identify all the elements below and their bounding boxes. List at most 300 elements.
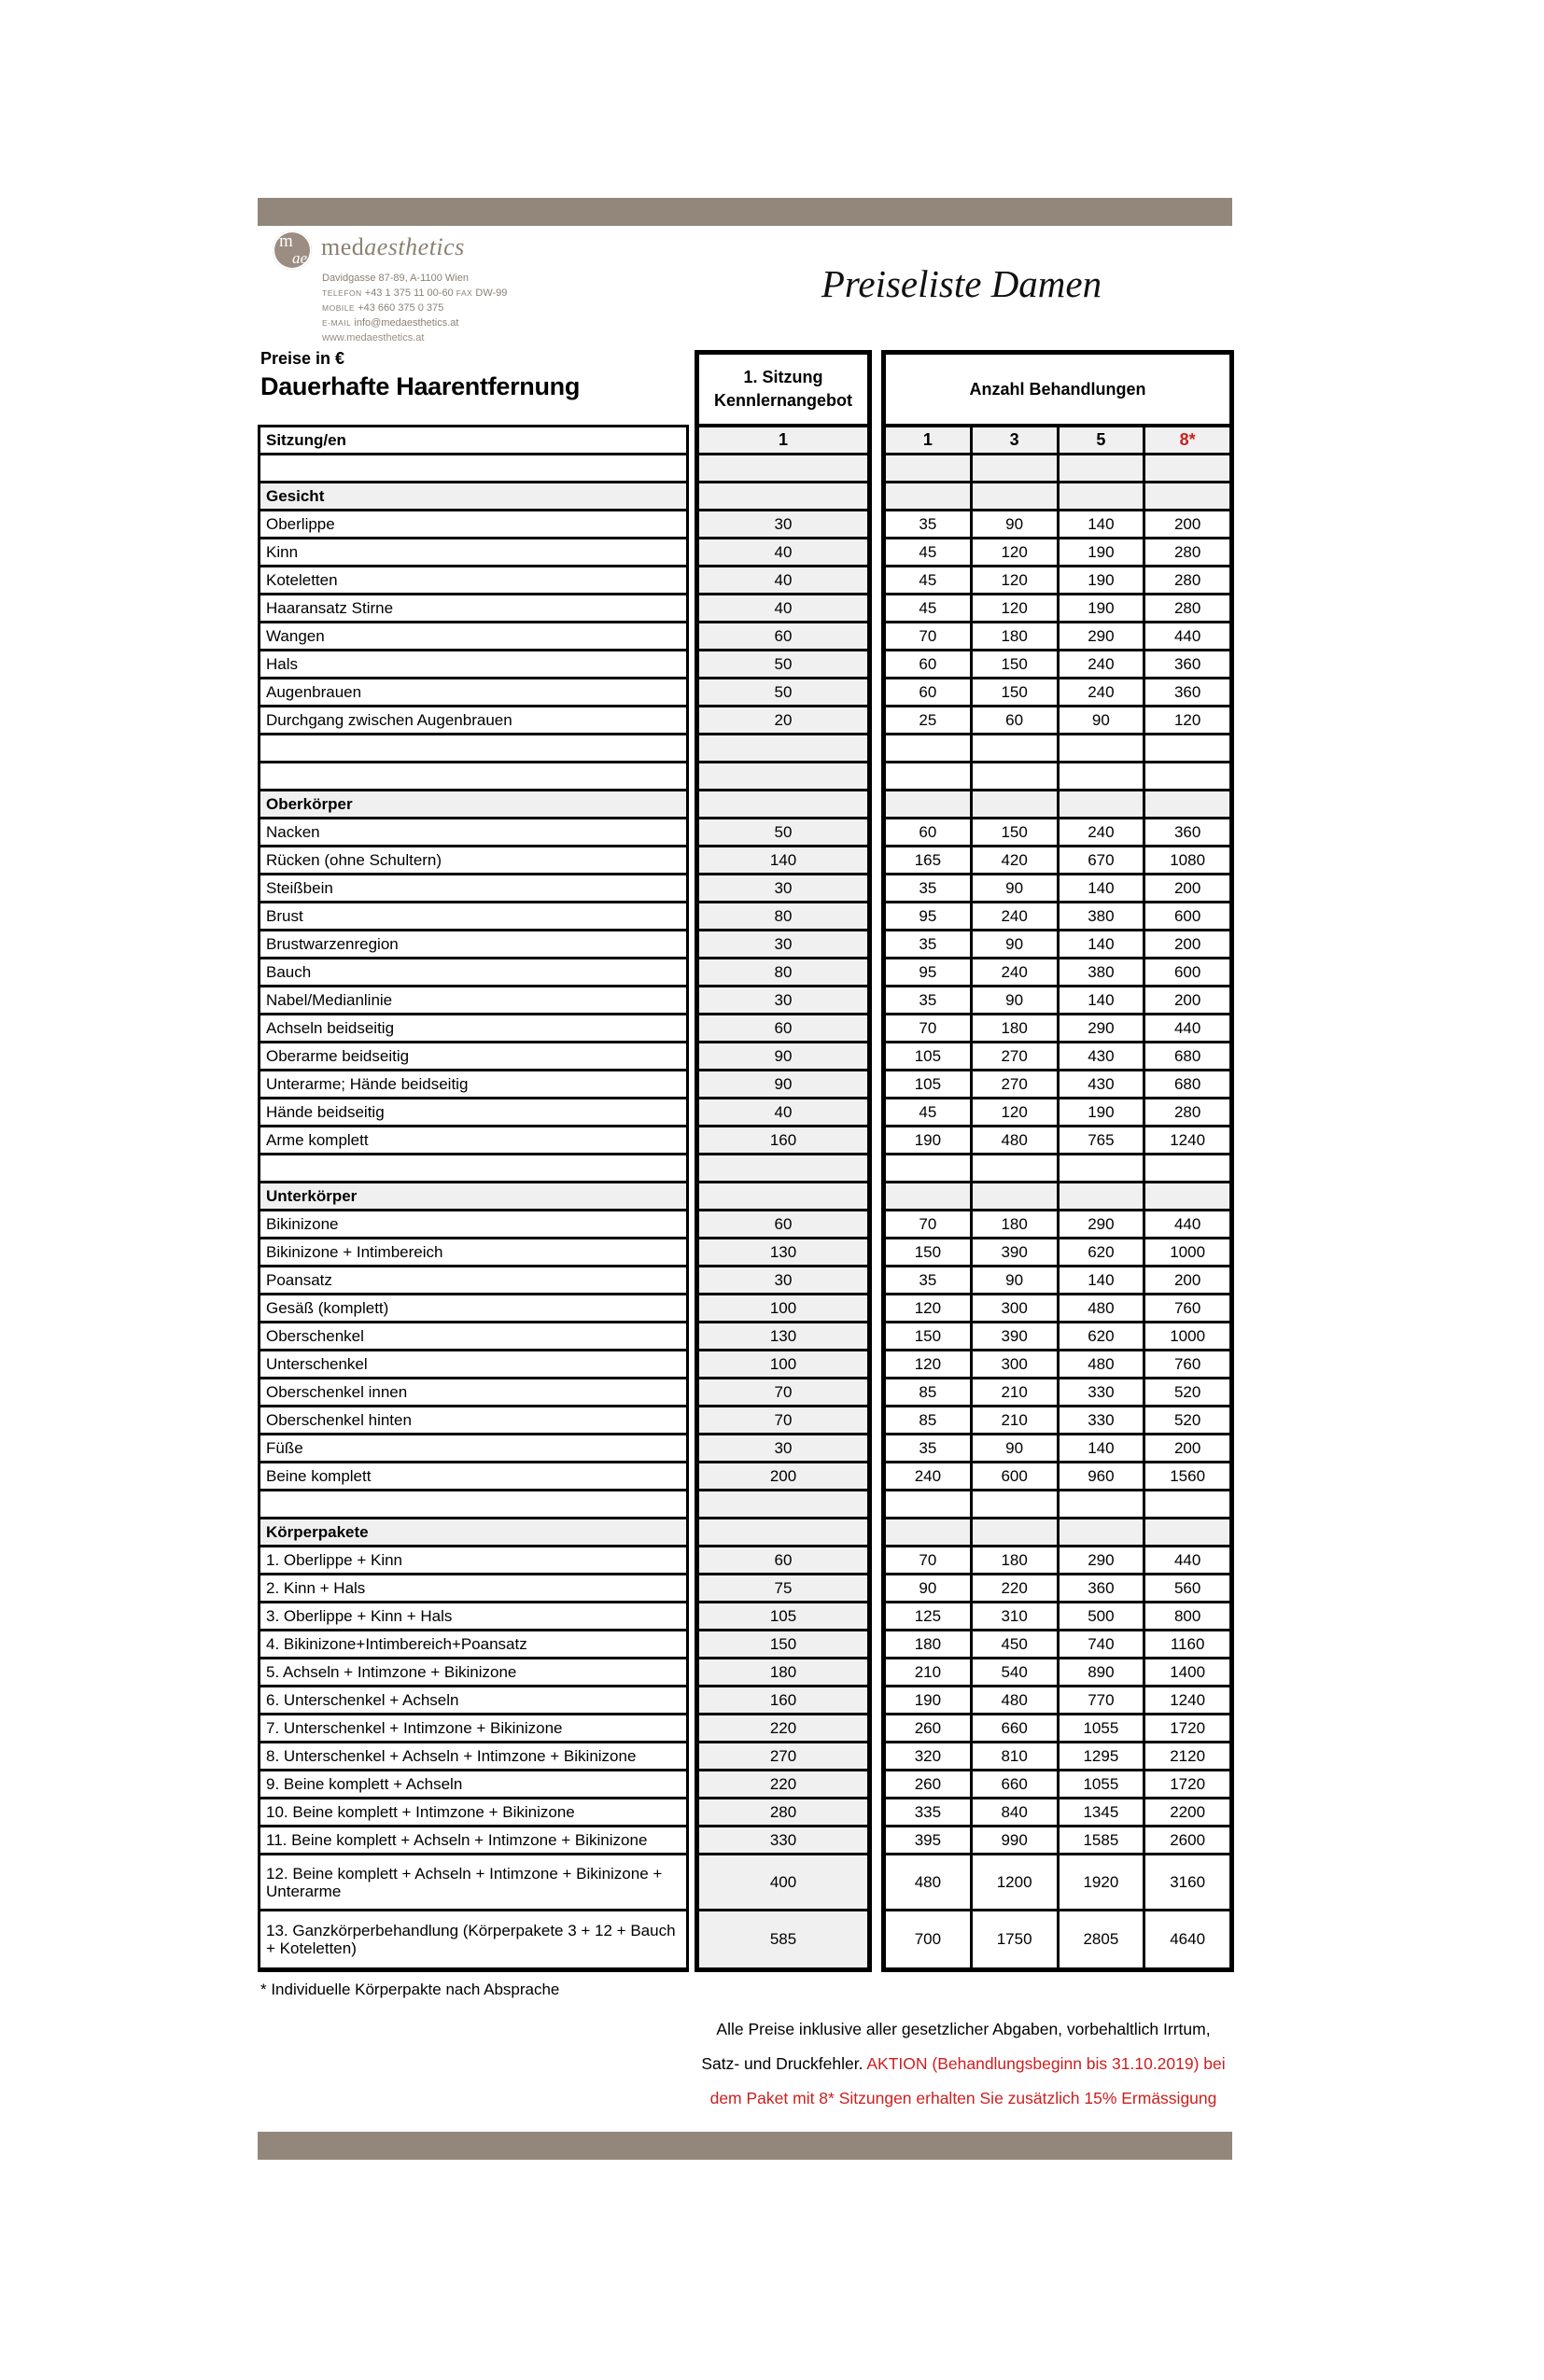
document-subtitle: Dauerhafte Haarentfernung <box>260 372 581 400</box>
count-price-row <box>886 1351 1229 1379</box>
intro-price-row <box>699 1043 867 1071</box>
price-cell: 190 <box>914 1130 942 1149</box>
intro-price-cell: 60 <box>774 1214 793 1233</box>
price-cell <box>1143 735 1229 761</box>
price-cell: 480 <box>970 1687 1057 1713</box>
price-cell: 320 <box>914 1746 942 1765</box>
price-cell <box>886 735 970 761</box>
intro-price-cell: 270 <box>769 1746 797 1765</box>
footer-note <box>696 2012 1230 2116</box>
brand-name <box>321 233 465 261</box>
price-cell: 220 <box>970 1575 1057 1601</box>
price-cell: 90 <box>970 875 1057 901</box>
count-price-row <box>886 1183 1229 1211</box>
price-cell: 140 <box>1057 1435 1144 1461</box>
price-cell: 430 <box>1057 1071 1144 1097</box>
price-cell: 800 <box>1143 1603 1229 1629</box>
intro-price-row <box>699 875 867 903</box>
section-row <box>260 483 686 511</box>
price-cell: 45 <box>919 570 937 589</box>
price-cell: 190 <box>1057 539 1144 565</box>
price-cell: 360 <box>1143 651 1229 677</box>
price-cell: 620 <box>1057 1239 1144 1265</box>
price-cell: 8* <box>1143 427 1229 453</box>
table-row <box>260 1855 686 1911</box>
treatment-label: 9. Beine komplett + Achseln <box>266 1775 463 1793</box>
price-cell: 165 <box>914 850 942 869</box>
treatment-label: Durchgang zwischen Augenbrauen <box>266 711 512 729</box>
count-price-row <box>886 1043 1229 1071</box>
price-cell <box>886 1519 970 1545</box>
price-cell: 1585 <box>1057 1827 1144 1853</box>
intro-price-cell: 90 <box>774 1074 793 1093</box>
price-cell: 310 <box>970 1603 1057 1629</box>
price-cell: 210 <box>970 1379 1057 1405</box>
intro-price-cell: 20 <box>774 710 793 729</box>
price-cell: 1400 <box>1143 1659 1229 1685</box>
intro-price-cell <box>699 1183 867 1209</box>
count-price-row <box>886 679 1229 707</box>
count-price-row <box>886 511 1229 539</box>
intro-price-row <box>699 1631 867 1659</box>
price-cell: 520 <box>1143 1379 1229 1405</box>
table-row <box>260 1211 686 1239</box>
price-cell <box>1143 1155 1229 1181</box>
price-cell: 35 <box>919 1438 937 1457</box>
count-price-row <box>886 903 1229 931</box>
price-cell: 60 <box>919 654 937 673</box>
price-cell: 70 <box>919 1550 937 1569</box>
price-cell <box>1057 1491 1144 1517</box>
treatment-label: Oberschenkel <box>266 1327 364 1345</box>
logo-letter-m: m <box>279 231 293 251</box>
price-cell: 35 <box>919 514 937 533</box>
price-cell: 440 <box>1143 1015 1229 1041</box>
price-cell: 25 <box>919 710 937 729</box>
price-cell <box>1057 1519 1144 1545</box>
intro-price-cell: 105 <box>769 1606 797 1625</box>
price-cell: 90 <box>970 931 1057 957</box>
intro-price-cell: 30 <box>774 934 793 953</box>
price-cell: 1720 <box>1143 1771 1229 1797</box>
count-price-row <box>886 1855 1229 1911</box>
price-cell: 150 <box>970 651 1057 677</box>
price-cell: 190 <box>1057 567 1144 593</box>
price-cell: 290 <box>1057 623 1144 649</box>
price-cell: 90 <box>970 1267 1057 1293</box>
spacer-row <box>260 763 686 791</box>
price-cell: 120 <box>970 595 1057 621</box>
price-cell: 85 <box>919 1382 937 1401</box>
price-cell: 335 <box>914 1802 942 1821</box>
price-cell: 4640 <box>1143 1911 1229 1967</box>
price-cell: 540 <box>970 1659 1057 1685</box>
intro-price-row <box>699 903 867 931</box>
price-cell: 440 <box>1143 623 1229 649</box>
intro-price-row <box>699 1827 867 1855</box>
count-price-row <box>886 1323 1229 1351</box>
price-cell: 45 <box>919 1102 937 1121</box>
price-cell: 500 <box>1057 1603 1144 1629</box>
price-cell <box>970 1155 1057 1181</box>
intro-price-cell: 150 <box>769 1634 797 1653</box>
price-cell <box>1143 1519 1229 1545</box>
price-cell: 810 <box>970 1743 1057 1769</box>
intro-price-cell: 200 <box>769 1466 797 1485</box>
price-cell: 35 <box>919 990 937 1009</box>
count-price-row <box>886 1239 1229 1267</box>
treatment-label: 1. Oberlippe + Kinn <box>266 1551 403 1569</box>
count-price-row <box>886 1519 1229 1547</box>
intro-price-cell: 160 <box>769 1690 797 1709</box>
table-row <box>260 1575 686 1603</box>
price-cell: 190 <box>914 1690 942 1709</box>
intro-price-row <box>699 1323 867 1351</box>
price-cell: 360 <box>1143 679 1229 705</box>
table-row <box>260 539 686 567</box>
price-cell: 330 <box>1057 1379 1144 1405</box>
price-cell: 60 <box>919 682 937 701</box>
table-row <box>260 1267 686 1295</box>
count-price-row <box>886 819 1229 847</box>
intro-price-row <box>699 1155 867 1183</box>
price-cell: 480 <box>970 1127 1057 1153</box>
price-cell: 180 <box>970 1547 1057 1573</box>
table-row <box>260 1911 686 1967</box>
price-cell: 180 <box>970 1015 1057 1041</box>
intro-price-cell <box>699 735 867 761</box>
table-row <box>260 959 686 987</box>
price-cell: 260 <box>914 1774 942 1793</box>
intro-price-row <box>699 455 867 483</box>
count-price-row <box>886 483 1229 511</box>
treatment-label: Oberarme beidseitig <box>266 1047 410 1065</box>
table-row <box>260 1631 686 1659</box>
price-cell: 1295 <box>1057 1743 1144 1769</box>
table-row <box>260 1015 686 1043</box>
count-price-row <box>886 595 1229 623</box>
price-cell: 70 <box>919 626 937 645</box>
spacer-row <box>260 455 686 483</box>
intro-price-cell <box>699 483 867 509</box>
intro-price-cell: 40 <box>774 598 793 617</box>
treatment-label: 8. Unterschenkel + Achseln + Intimzone + Bikinizone <box>266 1747 637 1765</box>
price-cell: 5 <box>1057 427 1144 453</box>
price-cell: 95 <box>919 906 937 925</box>
intro-price-row <box>699 1211 867 1239</box>
intro-price-cell: 70 <box>774 1382 793 1401</box>
price-cell: 1 <box>886 427 970 453</box>
price-cell: 380 <box>1057 903 1144 929</box>
table-row <box>260 1743 686 1771</box>
treatment-label: Poansatz <box>266 1271 332 1289</box>
spacer-row <box>260 1491 686 1519</box>
section-title: Körperpakete <box>266 1523 369 1541</box>
price-cell: 35 <box>919 1270 937 1289</box>
intro-price-cell: 30 <box>774 878 793 897</box>
price-cell: 480 <box>914 1872 942 1891</box>
intro-price-row <box>699 1799 867 1827</box>
count-price-row <box>886 1715 1229 1743</box>
section-row <box>260 1183 686 1211</box>
treatment-label: Oberschenkel hinten <box>266 1411 412 1429</box>
intro-price-row <box>699 1603 867 1631</box>
price-cell: 450 <box>970 1631 1057 1657</box>
treatment-label: Koteletten <box>266 571 338 589</box>
table-row <box>260 511 686 539</box>
intro-price-row <box>699 1855 867 1911</box>
intro-price-row <box>699 511 867 539</box>
intro-price-cell: 280 <box>769 1802 797 1821</box>
price-cell <box>1057 763 1144 789</box>
price-cell: 280 <box>1143 595 1229 621</box>
contact-mobile-line: MOBILE +43 660 375 0 375 <box>322 302 444 314</box>
intro-price-row <box>699 1099 867 1127</box>
price-cell: 120 <box>914 1354 942 1373</box>
price-cell: 90 <box>970 1435 1057 1461</box>
price-cell: 200 <box>1143 875 1229 901</box>
price-cell: 2600 <box>1143 1827 1229 1853</box>
first-session-header: 1. Sitzung Kennlernangebot <box>699 355 867 427</box>
table-row <box>260 427 686 455</box>
count-price-row <box>886 791 1229 819</box>
price-cell <box>886 483 970 509</box>
count-price-row <box>886 1379 1229 1407</box>
count-price-row <box>886 1575 1229 1603</box>
price-cell: 150 <box>970 679 1057 705</box>
count-price-row <box>886 1015 1229 1043</box>
intro-price-cell: 1 <box>778 430 788 449</box>
price-cell <box>1143 455 1229 481</box>
price-cell: 440 <box>1143 1211 1229 1237</box>
count-price-row <box>886 1547 1229 1575</box>
intro-price-cell: 180 <box>769 1662 797 1681</box>
price-cell: 960 <box>1057 1463 1144 1489</box>
treatment-count-block <box>881 350 1234 1972</box>
price-cell: 200 <box>1143 987 1229 1013</box>
price-cell: 1000 <box>1143 1323 1229 1349</box>
intro-price-row <box>699 483 867 511</box>
treatment-label: Beine komplett <box>266 1467 372 1485</box>
price-cell: 180 <box>970 1211 1057 1237</box>
price-cell: 765 <box>1057 1127 1144 1153</box>
footnote: * Individuelle Körperpakte nach Absprache <box>260 1981 560 1998</box>
price-cell <box>1057 1183 1144 1209</box>
treatment-label: Achseln beidseitig <box>266 1019 395 1037</box>
intro-price-cell: 60 <box>774 626 793 645</box>
price-cell <box>970 1519 1057 1545</box>
intro-price-cell: 50 <box>774 682 793 701</box>
table-row <box>260 1407 686 1435</box>
intro-price-cell: 130 <box>769 1326 797 1345</box>
price-cell: 420 <box>970 847 1057 873</box>
price-cell: 760 <box>1143 1295 1229 1321</box>
price-cell: 1240 <box>1143 1687 1229 1713</box>
price-cell: 2805 <box>1057 1911 1144 1967</box>
treatment-label: Arme komplett <box>266 1131 369 1149</box>
intro-price-cell <box>699 1155 867 1181</box>
table-row <box>260 847 686 875</box>
treatment-label: Gesäß (komplett) <box>266 1299 389 1317</box>
intro-price-cell: 80 <box>774 906 793 925</box>
count-price-row <box>886 567 1229 595</box>
table-row <box>260 1463 686 1491</box>
price-cell: 395 <box>914 1830 942 1849</box>
table-row <box>260 1659 686 1687</box>
price-cell: 520 <box>1143 1407 1229 1433</box>
intro-price-row <box>699 1547 867 1575</box>
price-cell: 1000 <box>1143 1239 1229 1265</box>
price-cell: 280 <box>1143 567 1229 593</box>
price-cell: 380 <box>1057 959 1144 985</box>
count-price-row <box>886 707 1229 735</box>
treatment-label: Oberschenkel innen <box>266 1383 408 1401</box>
price-cell: 120 <box>1143 707 1229 733</box>
treatment-label: Nabel/Medianlinie <box>266 991 393 1009</box>
price-cell: 85 <box>919 1410 937 1429</box>
intro-price-row <box>699 1771 867 1799</box>
intro-price-row <box>699 1575 867 1603</box>
treatment-label: Steißbein <box>266 879 333 897</box>
intro-price-cell: 30 <box>774 514 793 533</box>
count-price-row <box>886 735 1229 763</box>
table-row <box>260 1099 686 1127</box>
intro-price-row <box>699 1127 867 1155</box>
intro-price-cell: 50 <box>774 822 793 841</box>
price-cell: 210 <box>914 1662 942 1681</box>
price-cell: 200 <box>1143 1267 1229 1293</box>
price-cell <box>886 1155 970 1181</box>
count-price-row <box>886 1631 1229 1659</box>
price-cell: 1560 <box>1143 1463 1229 1489</box>
intro-price-row <box>699 427 867 455</box>
table-row <box>260 623 686 651</box>
section-title: Gesicht <box>266 487 325 505</box>
price-cell: 180 <box>914 1634 942 1653</box>
intro-price-cell: 400 <box>769 1872 797 1891</box>
price-cell: 270 <box>970 1071 1057 1097</box>
price-cell: 300 <box>970 1295 1057 1321</box>
table-row <box>260 1043 686 1071</box>
footer-promo-text: AKTION (Behandlungsbeginn bis 31.10.2019) bei dem Paket mit 8* Sitzungen erhalten Sie zusätzlich 15% Ermässigung <box>709 2054 1226 2107</box>
price-cell <box>1057 455 1144 481</box>
table-row <box>260 1295 686 1323</box>
price-cell: 95 <box>919 962 937 981</box>
count-price-row <box>886 1407 1229 1435</box>
price-cell: 240 <box>970 903 1057 929</box>
treatment-label: 13. Ganzkörperbehandlung (Körperpakete 3 + 12 + Bauch + Koteletten) <box>266 1922 676 1957</box>
contact-address: Davidgasse 87-89, A-1100 Wien <box>322 273 469 284</box>
intro-price-cell: 160 <box>769 1130 797 1149</box>
contact-email-line: E-MAIL info@medaesthetics.at <box>322 317 459 329</box>
count-price-row <box>886 847 1229 875</box>
price-cell: 90 <box>970 511 1057 537</box>
treatment-label: Hals <box>266 655 299 673</box>
count-price-row <box>886 1743 1229 1771</box>
intro-price-cell <box>699 763 867 789</box>
price-cell: 70 <box>919 1214 937 1233</box>
section-row <box>260 1519 686 1547</box>
price-cell: 180 <box>970 623 1057 649</box>
count-price-row <box>886 1211 1229 1239</box>
price-cell <box>1143 791 1229 817</box>
price-cell: 280 <box>1143 539 1229 565</box>
count-price-row <box>886 875 1229 903</box>
price-cell: 430 <box>1057 1043 1144 1069</box>
intro-price-row <box>699 791 867 819</box>
count-price-row <box>886 1827 1229 1855</box>
price-cell <box>970 763 1057 789</box>
price-cell <box>1057 483 1144 509</box>
spacer-row <box>260 1155 686 1183</box>
treatment-label: 7. Unterschenkel + Intimzone + Bikinizone <box>266 1719 563 1737</box>
intro-price-cell: 30 <box>774 1270 793 1289</box>
price-cell: 840 <box>970 1799 1057 1825</box>
price-cell <box>886 1491 970 1517</box>
price-cell: 70 <box>919 1018 937 1037</box>
price-cell: 140 <box>1057 987 1144 1013</box>
treatment-label: 2. Kinn + Hals <box>266 1579 366 1597</box>
price-cell <box>970 455 1057 481</box>
intro-price-row <box>699 1519 867 1547</box>
intro-price-row <box>699 1015 867 1043</box>
intro-price-cell: 130 <box>769 1242 797 1261</box>
treatment-label: 10. Beine komplett + Intimzone + Bikinizone <box>266 1803 575 1821</box>
price-cell <box>1143 1491 1229 1517</box>
price-cell <box>886 791 970 817</box>
price-cell: 120 <box>970 1099 1057 1125</box>
price-cell: 120 <box>970 539 1057 565</box>
count-price-row <box>886 539 1229 567</box>
intro-price-cell: 220 <box>769 1774 797 1793</box>
price-cell: 670 <box>1057 847 1144 873</box>
treatment-label: Rücken (ohne Schultern) <box>266 851 442 869</box>
price-cell: 60 <box>970 707 1057 733</box>
footer-legal-text: Alle Preise inklusive aller gesetzlicher Abgaben, vorbehaltlich Irrtum, Satz- und Druckfehler. <box>701 2020 1211 2073</box>
intro-price-row <box>699 1911 867 1967</box>
price-cell: 480 <box>1057 1351 1144 1377</box>
price-cell: 330 <box>1057 1407 1144 1433</box>
intro-price-cell: 80 <box>774 962 793 981</box>
price-cell: 600 <box>970 1463 1057 1489</box>
table-row <box>260 819 686 847</box>
intro-price-row <box>699 707 867 735</box>
treatment-label: Oberlippe <box>266 515 335 533</box>
treatment-label: Sitzung/en <box>266 431 346 449</box>
treatment-count-header: Anzahl Behandlungen <box>886 355 1229 427</box>
price-cell: 140 <box>1057 931 1144 957</box>
intro-price-cell: 330 <box>769 1830 797 1849</box>
currency-note: Preise in € <box>260 349 345 368</box>
price-cell <box>886 1183 970 1209</box>
price-cell: 680 <box>1143 1071 1229 1097</box>
treatment-label: Nacken <box>266 823 320 841</box>
price-cell: 990 <box>970 1827 1057 1853</box>
intro-price-cell: 70 <box>774 1410 793 1429</box>
intro-price-cell: 60 <box>774 1018 793 1037</box>
intro-price-cell: 30 <box>774 990 793 1009</box>
section-title: Unterkörper <box>266 1187 358 1205</box>
top-accent-bar <box>258 198 1232 226</box>
treatment-label: 4. Bikinizone+Intimbereich+Poansatz <box>266 1635 527 1653</box>
treatment-label: Brustwarzenregion <box>266 935 399 953</box>
price-cell: 2200 <box>1143 1799 1229 1825</box>
intro-price-cell: 585 <box>769 1930 797 1948</box>
price-cell: 560 <box>1143 1575 1229 1601</box>
treatment-label: Bikinizone <box>266 1215 339 1233</box>
table-row <box>260 1323 686 1351</box>
price-cell: 1200 <box>970 1855 1057 1909</box>
